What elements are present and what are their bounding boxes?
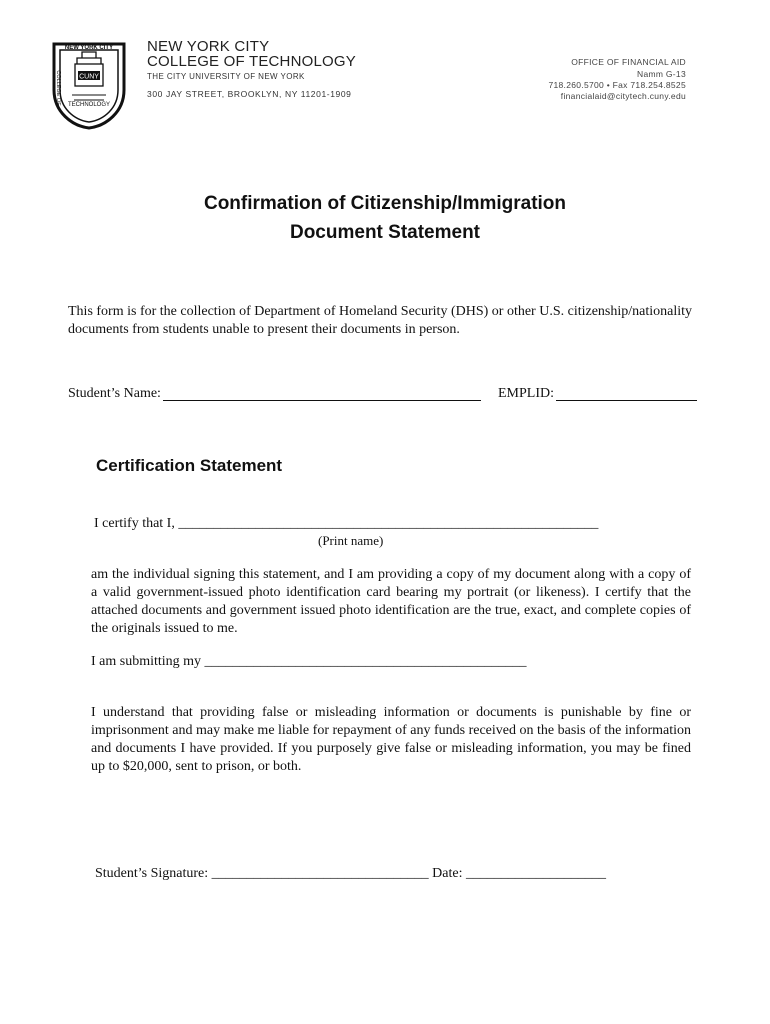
intro-paragraph: This form is for the collection of Department of Homeland Security (DHS) or other U.S. citizenship/nationality documents from students unable to present their documents in person. bbox=[68, 304, 693, 337]
office-room: Namm G-13 bbox=[637, 69, 686, 79]
logo-side-text: COLLEGE OF bbox=[55, 70, 61, 106]
college-seal-logo bbox=[44, 40, 134, 130]
certify-print-name-field[interactable]: I certify that I, ____________________________________________________________ bbox=[94, 516, 599, 531]
office-title: OFFICE OF FINANCIAL AID bbox=[571, 57, 686, 67]
office-phone: 718.260.5700 • Fax 718.254.8525 bbox=[548, 80, 686, 90]
logo-cuny-text: CUNY bbox=[79, 73, 99, 81]
signature-date-field[interactable]: Student’s Signature: _______________________________ Date: ____________________ bbox=[95, 866, 606, 881]
penalty-paragraph: I understand that providing false or misleading information or documents is punishable by fine or imprisonment and may make me liable for repayment of any funds received on the basis of the information and documents I have provided. If you purposely give false or misleading information, you may be fined up to $20,000, sent to prison, or both. bbox=[91, 705, 691, 774]
document-title-line2: Document Statement bbox=[289, 222, 481, 243]
university-name: THE CITY UNIVERSITY OF NEW YORK bbox=[147, 72, 305, 81]
document-title-line1: Confirmation of Citizenship/Immigration bbox=[203, 193, 567, 214]
certification-paragraph: am the individual signing this statement, and I am providing a copy of my document along with a copy of a valid government-issued photo identification card bearing my portrait (or likeness). I certify that the attached documents and government issued photo identification are the true, exact, and complete copies of the originals issued to me. bbox=[91, 567, 691, 636]
logo-bottom-text: TECHNOLOGY bbox=[67, 102, 111, 108]
student-name-label: Student’s Name: bbox=[68, 386, 161, 401]
print-name-caption: (Print name) bbox=[318, 533, 384, 548]
institution-name-line1: NEW YORK CITY bbox=[147, 38, 270, 55]
institution-address: 300 JAY STREET, BROOKLYN, NY 11201-1909 bbox=[147, 89, 352, 99]
certification-heading: Certification Statement bbox=[96, 456, 283, 475]
institution-name-line2: COLLEGE OF TECHNOLOGY bbox=[147, 53, 356, 70]
submitting-document-field[interactable]: I am submitting my ______________________________________________ bbox=[91, 654, 527, 669]
emplid-label: EMPLID: bbox=[498, 386, 554, 401]
emplid-field[interactable] bbox=[556, 400, 697, 401]
office-email: financialaid@citytech.cuny.edu bbox=[560, 91, 686, 101]
logo-top-text: NEW YORK CITY bbox=[64, 45, 114, 51]
student-name-field[interactable] bbox=[163, 400, 481, 401]
